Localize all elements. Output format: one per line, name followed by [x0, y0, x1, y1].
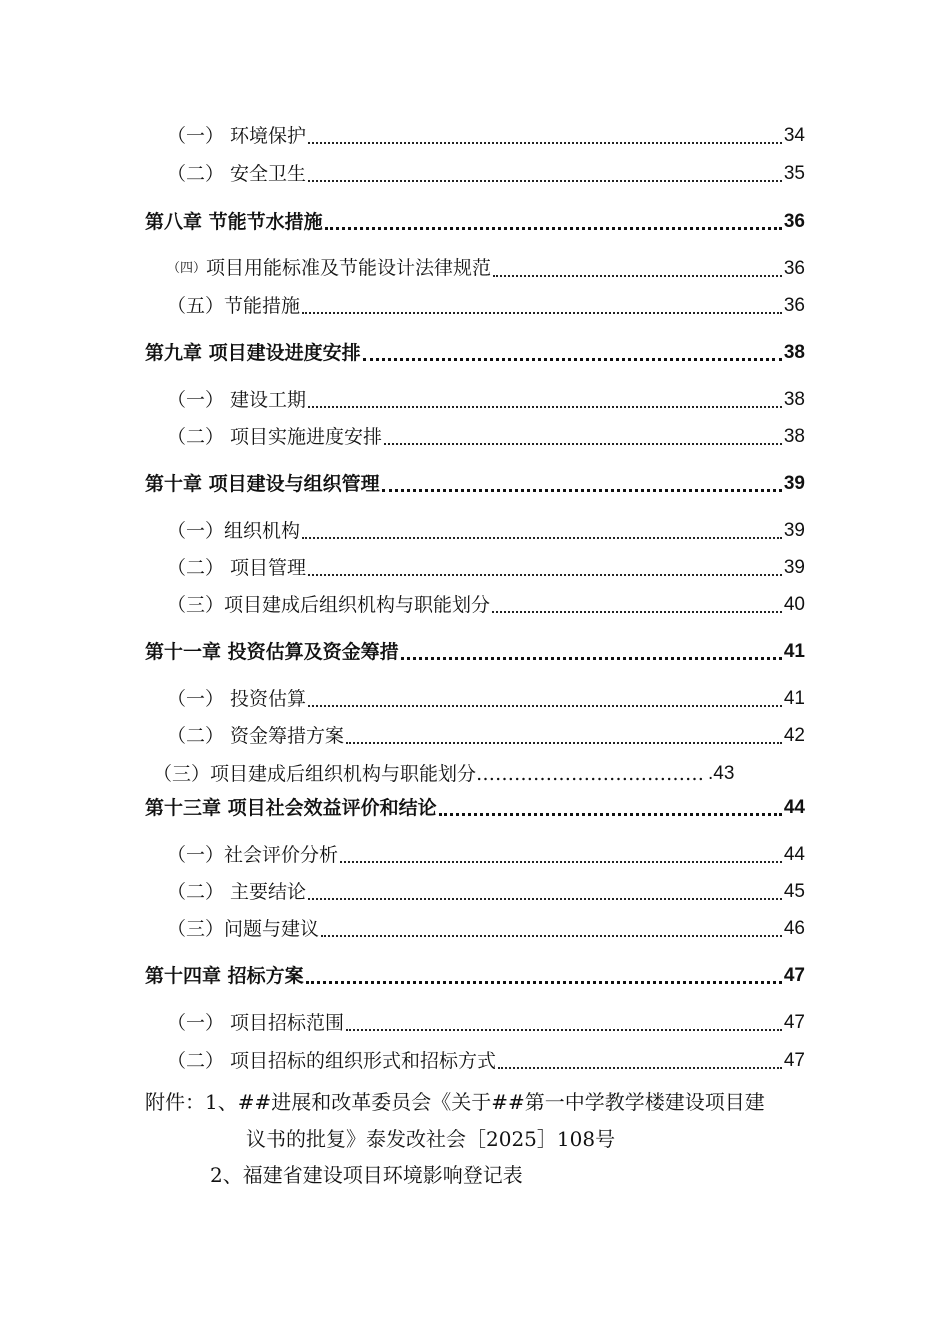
toc-page-number: 39 — [783, 520, 805, 541]
toc-entry-text: （一）组织机构 — [167, 520, 301, 542]
toc-leader-dots — [308, 141, 782, 144]
annex-line-1: 附件：1、##进展和改革委员会《关于##第一中学教学楼建设项目建 — [145, 1090, 765, 1114]
toc-leader-dots — [492, 610, 782, 613]
toc-leader-dots — [384, 442, 782, 445]
toc-section-entry[interactable] — [167, 841, 805, 869]
toc-section-entry[interactable] — [167, 722, 805, 750]
toc-entry-text: （二） 项目招标的组织形式和招标方式 — [167, 1050, 497, 1072]
toc-section-entry[interactable] — [167, 1009, 805, 1037]
toc-page-number: 47 — [783, 965, 805, 986]
toc-leader-dots — [321, 934, 782, 937]
annex-line-3: 2、福建省建设项目环境影响登记表 — [210, 1163, 523, 1187]
toc-chapter-entry[interactable] — [145, 208, 805, 236]
toc-leader-dots — [346, 741, 782, 744]
toc-chapter-entry[interactable] — [145, 638, 805, 666]
toc-entry-text: （二） 项目实施进度安排 — [167, 426, 383, 448]
toc-leader-dots — [308, 405, 782, 408]
toc-entry-label — [153, 760, 704, 788]
toc-page-number: 34 — [783, 125, 805, 146]
toc-entry-text: （一） 项目招标范围 — [167, 1012, 345, 1034]
toc-leader-dots — [439, 812, 782, 816]
toc-entry-label — [145, 208, 323, 236]
toc-entry-text: （一） 投资估算 — [167, 688, 307, 710]
toc-page-number: 41 — [783, 688, 805, 709]
toc-entry-text: 第十一章 投资估算及资金筹措 — [145, 641, 399, 663]
toc-entry-text: 第九章 项目建设进度安排 — [145, 342, 361, 364]
toc-page-number: 35 — [783, 163, 805, 184]
toc-chapter-entry[interactable] — [145, 962, 805, 990]
toc-leader-dots — [493, 274, 782, 277]
toc-section-entry[interactable] — [153, 760, 805, 788]
toc-chapter-entry[interactable] — [145, 339, 805, 367]
toc-section-entry[interactable] — [167, 915, 805, 943]
toc-section-entry[interactable] — [167, 591, 805, 619]
toc-section-entry[interactable] — [167, 122, 805, 150]
toc-entry-text: 第十四章 招标方案 — [145, 965, 304, 987]
toc-page-number: 39 — [783, 473, 805, 494]
toc-entry-label — [167, 160, 306, 188]
toc-chapter-entry[interactable] — [145, 470, 805, 498]
toc-entry-text: （二） 资金筹措方案 — [167, 725, 345, 747]
toc-entry-label — [167, 1009, 344, 1037]
toc-entry-prefix: （四） — [167, 261, 207, 276]
toc-entry-text: （二） 主要结论 — [167, 881, 307, 903]
toc-page-number: 36 — [783, 211, 805, 232]
toc-entry-text: （一）社会评价分析 — [167, 844, 339, 866]
toc-entry-label — [167, 1047, 496, 1075]
toc-section-entry[interactable] — [167, 423, 805, 451]
toc-page-number: 38 — [783, 426, 805, 447]
toc-entry-label — [145, 962, 304, 990]
toc-leader-dots — [382, 488, 782, 492]
toc-leader-dots — [306, 980, 782, 984]
toc-page-number: 41 — [783, 641, 805, 662]
toc-page-number: 38 — [783, 342, 805, 363]
toc-entry-label — [167, 292, 300, 320]
toc-leader-dots — [325, 226, 782, 230]
toc-page-number: 40 — [783, 594, 805, 615]
toc-section-entry[interactable] — [167, 255, 805, 283]
toc-leader-dots — [363, 357, 782, 361]
toc-page-number: 46 — [783, 918, 805, 939]
toc-page-number: 42 — [783, 725, 805, 746]
toc-page-number: .43 — [708, 763, 735, 784]
toc-entry-text: （三）问题与建议 — [167, 918, 320, 940]
toc-entry-label — [167, 386, 306, 414]
toc-entry-label — [167, 722, 344, 750]
toc-page-number: 39 — [783, 557, 805, 578]
toc-section-entry[interactable] — [167, 878, 805, 906]
toc-section-entry[interactable] — [167, 554, 805, 582]
toc-page-number: 44 — [783, 844, 805, 865]
toc-entry-text: 第十三章 项目社会效益评价和结论 — [145, 797, 437, 819]
toc-entry-text: （二） 安全卫生 — [167, 163, 307, 185]
toc-section-entry[interactable] — [167, 1047, 805, 1075]
toc-entry-text: 项目用能标准及节能设计法律规范 — [206, 257, 492, 279]
toc-page-number: 45 — [783, 881, 805, 902]
toc-entry-label — [145, 794, 437, 822]
toc-page-number: 36 — [783, 295, 805, 316]
toc-page-number: 44 — [783, 797, 805, 818]
toc-entry-label — [167, 915, 319, 943]
toc-entry-label — [167, 878, 306, 906]
toc-page-number: 47 — [783, 1012, 805, 1033]
toc-leader-dots — [302, 311, 782, 314]
toc-leader-dots — [308, 704, 782, 707]
toc-entry-text: （一） 环境保护 — [167, 125, 307, 147]
toc-entry-text: （二） 项目管理 — [167, 557, 307, 579]
toc-entry-label — [167, 554, 306, 582]
toc-entry-label — [167, 517, 300, 545]
annex-line-2: 议书的批复》泰发改社会［2025］108号 — [246, 1127, 616, 1151]
toc-leader-dots — [308, 897, 782, 900]
toc-entry-text: （三）项目建成后组织机构与职能划分……………………………… — [153, 763, 705, 785]
toc-entry-text: （一） 建设工期 — [167, 389, 307, 411]
toc-entry-label — [167, 254, 491, 283]
toc-entry-text: （三）项目建成后组织机构与职能划分 — [167, 594, 491, 616]
toc-section-entry[interactable] — [167, 292, 805, 320]
toc-leader-dots — [340, 860, 782, 863]
toc-leader-dots — [498, 1066, 782, 1069]
toc-section-entry[interactable] — [167, 685, 805, 713]
toc-leader-dots — [302, 536, 782, 539]
toc-entry-label — [167, 591, 490, 619]
toc-leader-dots — [401, 656, 782, 660]
toc-entry-label — [167, 122, 306, 150]
toc-leader-dots — [308, 179, 782, 182]
toc-chapter-entry[interactable] — [145, 794, 805, 822]
toc-entry-label — [167, 685, 306, 713]
toc-leader-dots — [308, 573, 782, 576]
toc-entry-label — [145, 339, 361, 367]
toc-entry-label — [167, 841, 338, 869]
toc-entry-text: （五）节能措施 — [167, 295, 301, 317]
toc-entry-text: 第十章 项目建设与组织管理 — [145, 473, 380, 495]
toc-entry-label — [145, 470, 380, 498]
toc-section-entry[interactable] — [167, 517, 805, 545]
toc-page-number: 47 — [783, 1050, 805, 1071]
toc-entry-label — [167, 423, 382, 451]
toc-section-entry[interactable] — [167, 160, 805, 188]
toc-page-number: 38 — [783, 389, 805, 410]
toc-section-entry[interactable] — [167, 386, 805, 414]
toc-leader-dots — [346, 1028, 782, 1031]
toc-page-number: 36 — [783, 258, 805, 279]
toc-entry-label — [145, 638, 399, 666]
toc-entry-text: 第八章 节能节水措施 — [145, 211, 323, 233]
